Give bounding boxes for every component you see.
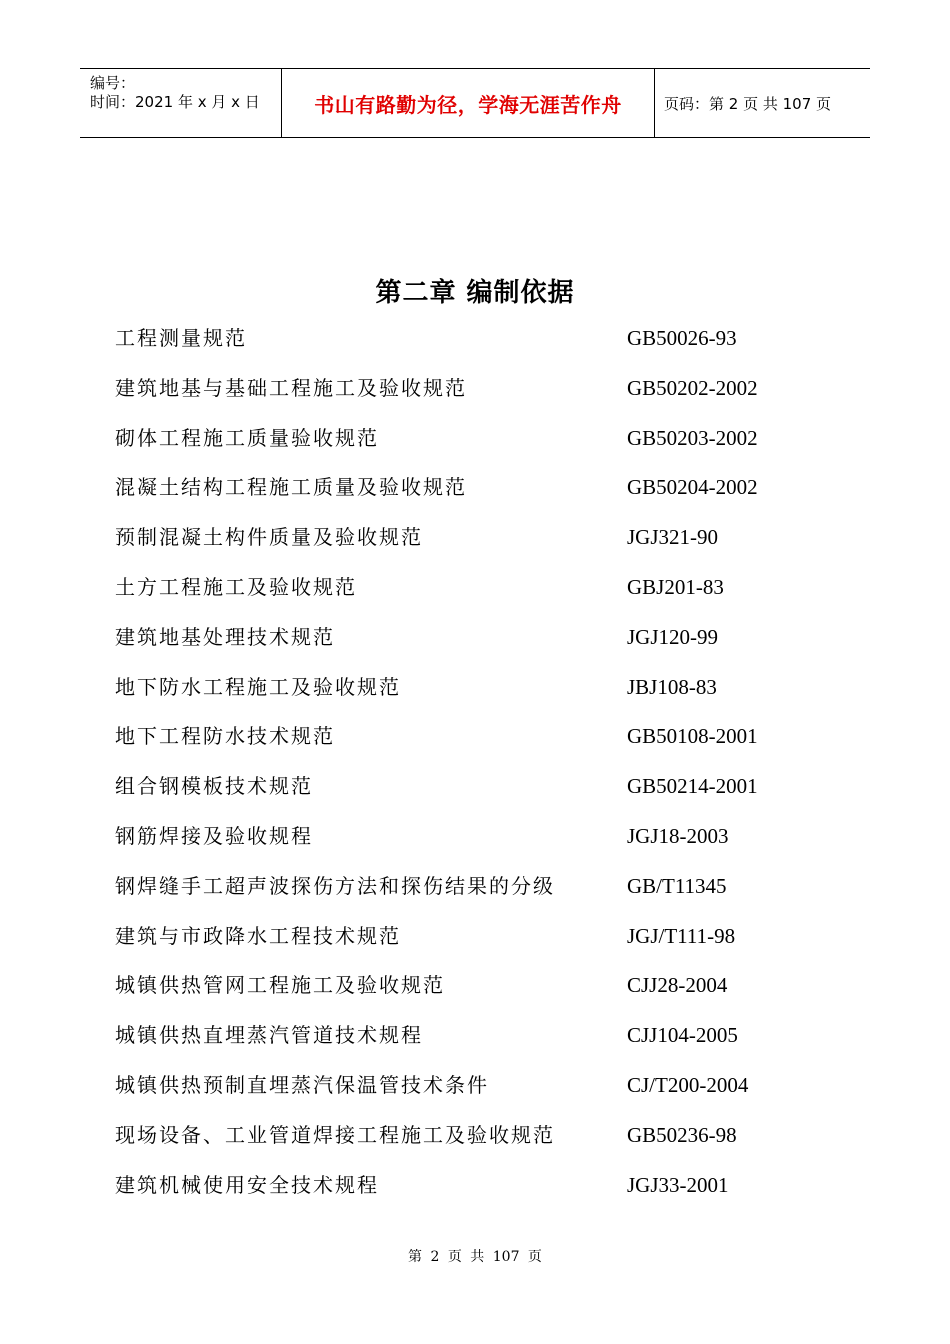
standard-name: 城镇供热预制直埋蒸汽保温管技术条件 [115,1072,489,1097]
standard-name: 砌体工程施工质量验收规范 [115,425,379,450]
standard-code: GB50214-2001 [627,774,758,799]
list-item [115,521,835,571]
list-item [115,770,835,820]
standard-name: 钢筋焊接及验收规程 [115,823,313,848]
standard-name: 地下防水工程施工及验收规范 [115,674,401,699]
list-item [115,870,835,920]
document-number-label: 编号： [90,74,136,92]
page-footer: 第 2 页 共 107 页 [408,1249,542,1265]
standard-code: GB50203-2002 [627,425,758,450]
list-item [115,571,835,621]
standard-code: GB50108-2001 [627,724,758,749]
list-item [115,471,835,521]
header-motto: 书山有路勤为径，学海无涯苦作舟 [314,92,622,117]
standard-name: 建筑机械使用安全技术规程 [115,1172,379,1197]
standard-name: 土方工程施工及验收规范 [115,574,357,599]
document-date: 时间：2021 年 x 月 x 日 [90,93,260,111]
standard-code: CJJ104-2005 [627,1023,738,1048]
list-item [115,671,835,721]
standard-code: JGJ/T111-98 [627,923,736,948]
standard-name: 城镇供热直埋蒸汽管道技术规程 [115,1023,423,1048]
page-header [80,68,870,138]
list-item [115,720,835,770]
standard-code: GB50204-2002 [627,475,758,500]
standard-name: 建筑地基处理技术规范 [115,624,335,649]
standard-code: JGJ120-99 [627,624,719,649]
standard-name: 城镇供热管网工程施工及验收规范 [115,973,445,998]
standard-name: 现场设备、工业管道焊接工程施工及验收规范 [115,1122,555,1147]
header-motto-cell [282,69,655,137]
list-item [115,1169,835,1219]
standard-name: 建筑地基与基础工程施工及验收规范 [115,375,467,400]
standard-name: 组合钢模板技术规范 [115,774,313,799]
standard-code: JGJ321-90 [627,525,719,550]
standard-code: JGJ33-2001 [627,1172,729,1197]
list-item [115,1069,835,1119]
standard-name: 钢焊缝手工超声波探伤方法和探伤结果的分级 [115,873,555,898]
list-item [115,820,835,870]
list-item [115,920,835,970]
chapter-title: 第二章 编制依据 [375,278,575,308]
standard-name: 预制混凝土构件质量及验收规范 [115,525,423,550]
list-item [115,372,835,422]
standard-code: GB50236-98 [627,1122,737,1147]
header-page-info: 页码：第 2 页 共 107 页 [664,94,832,113]
list-item [115,422,835,472]
standard-code: GBJ201-83 [627,574,724,599]
list-item [115,1019,835,1069]
list-item [115,1119,835,1169]
standard-code: JBJ108-83 [627,674,717,699]
standard-name: 建筑与市政降水工程技术规范 [115,923,401,948]
standard-name: 混凝土结构工程施工质量及验收规范 [115,475,467,500]
header-page-cell [655,69,870,137]
standards-list [115,322,835,1218]
standard-name: 工程测量规范 [115,326,247,350]
standard-code: GB50026-93 [627,326,737,350]
list-item [115,969,835,1019]
header-meta-cell [80,69,282,137]
list-item [115,621,835,671]
standard-code: CJJ28-2004 [627,973,728,998]
standard-code: JGJ18-2003 [627,823,729,848]
list-item [115,322,835,372]
standard-code: GB50202-2002 [627,375,758,400]
standard-code: GB/T11345 [627,873,727,898]
standard-code: CJ/T200-2004 [627,1072,749,1097]
standard-name: 地下工程防水技术规范 [115,724,335,749]
